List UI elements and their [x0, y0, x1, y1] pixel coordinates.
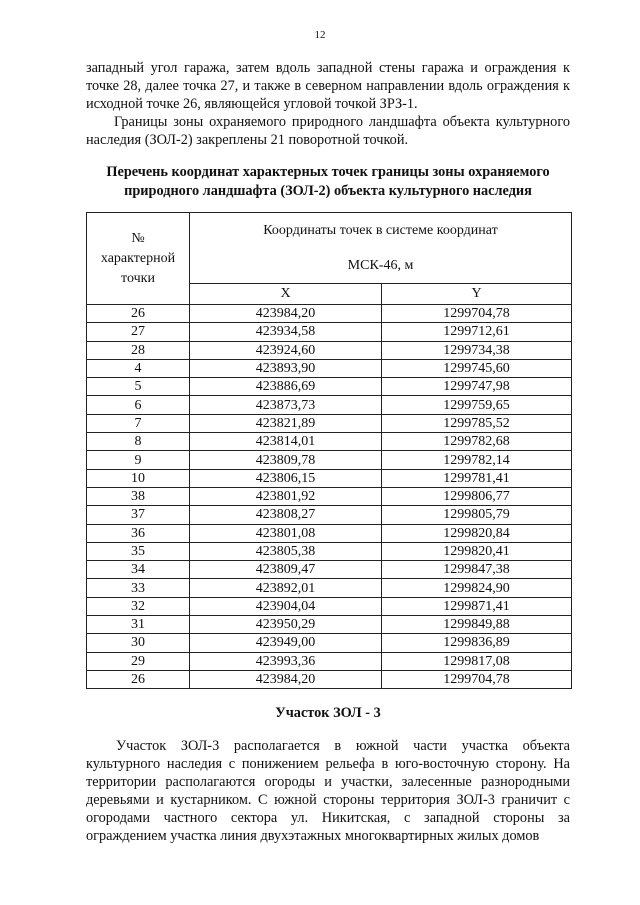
- x-cell: 423873,73: [190, 396, 382, 414]
- y-cell: 1299704,78: [382, 670, 572, 688]
- y-cell: 1299781,41: [382, 469, 572, 487]
- intro-paragraph-boundaries: Границы зоны охраняемого природного ландшафта объекта культурного наследия (ЗОЛ-2) закреплены 21 поворотной точкой.: [86, 114, 570, 148]
- header-x: X: [190, 284, 382, 305]
- y-cell: 1299782,14: [382, 451, 572, 469]
- x-cell: 423814,01: [190, 433, 382, 451]
- table-row: [87, 670, 572, 688]
- y-cell: 1299805,79: [382, 506, 572, 524]
- header-y: Y: [382, 284, 572, 305]
- point-number-cell: 35: [87, 542, 190, 560]
- table-row: [87, 323, 572, 341]
- y-cell: 1299871,41: [382, 597, 572, 615]
- page-number: 12: [314, 29, 326, 41]
- table-title: Перечень координат характерных точек границы зоны охраняемого природного ландшафта (ЗОЛ-2) объекта культурного наследия: [106, 164, 550, 199]
- header-coords-system: МСК-46, м: [347, 258, 414, 273]
- y-cell: 1299836,89: [382, 634, 572, 652]
- y-cell: 1299820,84: [382, 524, 572, 542]
- point-number-cell: 38: [87, 487, 190, 505]
- x-cell: 423993,36: [190, 652, 382, 670]
- x-cell: 423806,15: [190, 469, 382, 487]
- y-cell: 1299824,90: [382, 579, 572, 597]
- x-cell: 423950,29: [190, 616, 382, 634]
- point-number-cell: 9: [87, 451, 190, 469]
- table-row: [87, 341, 572, 359]
- header-num-word2: точки: [121, 270, 155, 286]
- x-cell: 423809,47: [190, 561, 382, 579]
- point-number-cell: 32: [87, 597, 190, 615]
- header-coords-text: Координаты точек в системе координат: [263, 223, 498, 238]
- header-coordinates: [190, 213, 572, 284]
- x-cell: 423934,58: [190, 323, 382, 341]
- y-cell: 1299782,68: [382, 433, 572, 451]
- point-number-cell: 31: [87, 616, 190, 634]
- x-cell: 423924,60: [190, 341, 382, 359]
- y-cell: 1299734,38: [382, 341, 572, 359]
- point-number-cell: 5: [87, 378, 190, 396]
- table-row: [87, 378, 572, 396]
- point-number-cell: 34: [87, 561, 190, 579]
- table-row: [87, 451, 572, 469]
- intro-paragraph: западный угол гаража, затем вдоль западной стены гаража и ограждения к точке 28, далее точка 27, и также в северном направлении вдоль ограждения к исходной точке 26, являющейся угловой точкой ЗРЗ-1.: [86, 60, 570, 112]
- y-cell: 1299820,41: [382, 542, 572, 560]
- header-num-symbol: №: [131, 230, 145, 246]
- x-cell: 423801,92: [190, 487, 382, 505]
- y-cell: 1299704,78: [382, 305, 572, 323]
- point-number-cell: 36: [87, 524, 190, 542]
- point-number-cell: 6: [87, 396, 190, 414]
- y-cell: 1299817,08: [382, 652, 572, 670]
- point-number-cell: 7: [87, 414, 190, 432]
- table-row: [87, 396, 572, 414]
- x-cell: 423821,89: [190, 414, 382, 432]
- point-number-cell: 10: [87, 469, 190, 487]
- section-heading: Участок ЗОЛ - 3: [275, 705, 381, 721]
- point-number-cell: 29: [87, 652, 190, 670]
- y-cell: 1299747,98: [382, 378, 572, 396]
- table-row: [87, 561, 572, 579]
- y-cell: 1299849,88: [382, 616, 572, 634]
- coordinates-table: [86, 212, 572, 689]
- x-cell: 423892,01: [190, 579, 382, 597]
- point-number-cell: 28: [87, 341, 190, 359]
- point-number-cell: 26: [87, 305, 190, 323]
- point-number-cell: 30: [87, 634, 190, 652]
- table-row: [87, 469, 572, 487]
- x-cell: 423949,00: [190, 634, 382, 652]
- y-cell: 1299785,52: [382, 414, 572, 432]
- point-number-cell: 4: [87, 359, 190, 377]
- table-row: [87, 414, 572, 432]
- x-cell: 423886,69: [190, 378, 382, 396]
- y-cell: 1299759,65: [382, 396, 572, 414]
- table-row: [87, 487, 572, 505]
- table-row: [87, 506, 572, 524]
- table-row: [87, 433, 572, 451]
- point-number-cell: 27: [87, 323, 190, 341]
- x-cell: 423809,78: [190, 451, 382, 469]
- y-cell: 1299712,61: [382, 323, 572, 341]
- point-number-cell: 8: [87, 433, 190, 451]
- table-row: [87, 359, 572, 377]
- table-row: [87, 616, 572, 634]
- table-row: [87, 652, 572, 670]
- table-row: [87, 542, 572, 560]
- y-cell: 1299847,38: [382, 561, 572, 579]
- y-cell: 1299806,77: [382, 487, 572, 505]
- y-cell: 1299745,60: [382, 359, 572, 377]
- table-row: [87, 634, 572, 652]
- point-number-cell: 37: [87, 506, 190, 524]
- x-cell: 423984,20: [190, 305, 382, 323]
- section-body: Участок ЗОЛ-3 располагается в южной части участка объекта культурного наследия с понижением рельефа в юго-восточную сторону. На территории располагаются огороды и участки, залесенные разнородными деревьями и кустарником. С южной стороны территория ЗОЛ-3 граничит с огородами частного сектора ул. Никитская, с западной стороны за ограждением участка линия двухэтажных многоквартирных жилых домов: [86, 738, 570, 844]
- header-point-number: [87, 213, 190, 305]
- x-cell: 423808,27: [190, 506, 382, 524]
- table-row: [87, 597, 572, 615]
- table-row: [87, 305, 572, 323]
- x-cell: 423984,20: [190, 670, 382, 688]
- x-cell: 423904,04: [190, 597, 382, 615]
- x-cell: 423805,38: [190, 542, 382, 560]
- table-row: [87, 579, 572, 597]
- header-num-word: характерной: [100, 250, 176, 266]
- point-number-cell: 26: [87, 670, 190, 688]
- x-cell: 423801,08: [190, 524, 382, 542]
- x-cell: 423893,90: [190, 359, 382, 377]
- table-row: [87, 524, 572, 542]
- point-number-cell: 33: [87, 579, 190, 597]
